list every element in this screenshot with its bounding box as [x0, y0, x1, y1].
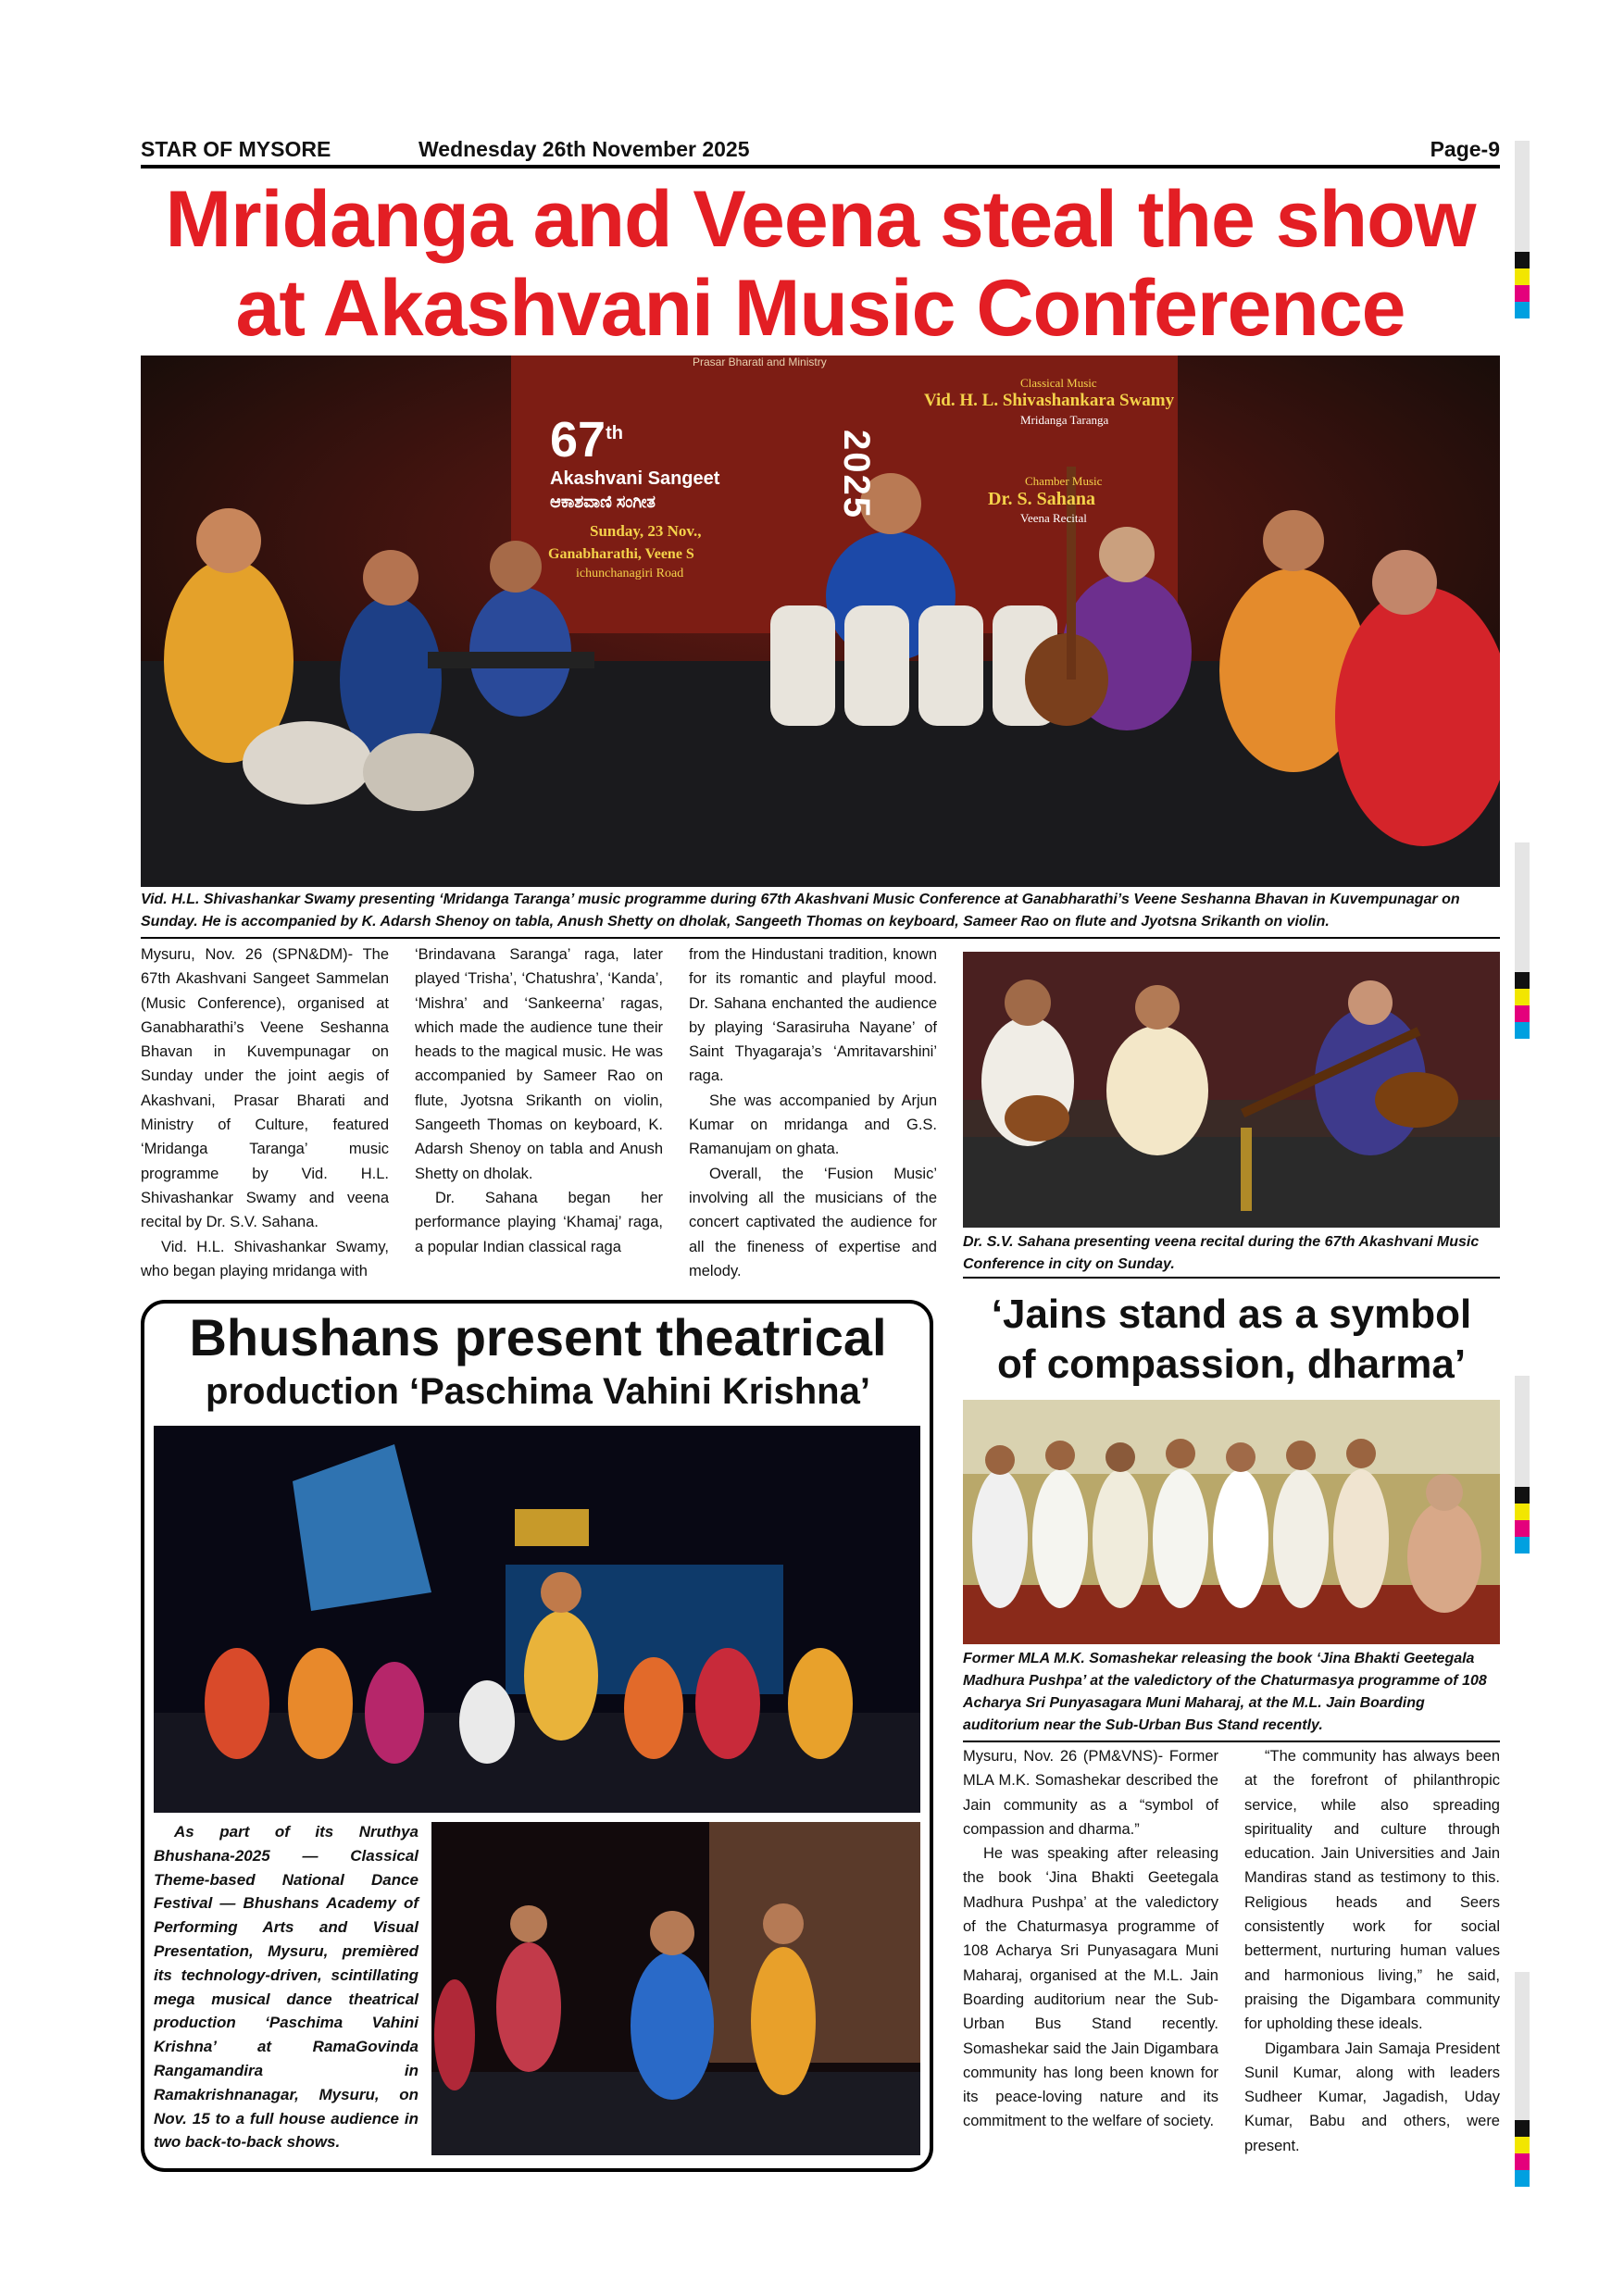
- banner-venue1: Ganabharathi, Veene S: [548, 546, 694, 562]
- veena-photo-caption: Dr. S.V. Sahana presenting veena recital during the 67th Akashvani Music Conference in city on Sunday.: [963, 1234, 1480, 1272]
- reg-yellow-4: [1515, 2137, 1530, 2153]
- banner-event: Akashvani Sangeet: [550, 468, 720, 489]
- book-release-photo: [963, 1400, 1500, 1644]
- lead-col1-p2: Vid. H.L. Shivashankar Swamy, who began playing mridanga with: [141, 1238, 389, 1279]
- header-rule: [141, 165, 1500, 168]
- jains-col1-p2: He was speaking after releasing the book ‘Jina Bhakti Geetegala Madhura Pushpa’ at the valedictory of the Chaturmasya programme of 108 Acharya Sri Punyasagara Muni Maharaj, organised at the M.L. Jain Boarding auditorium near the Sub-Urban Bus Stand recently. Somashekar said the Jain Digambara community has long been known for its peace-loving nature and its commitment to the welfare of society.: [963, 1845, 1218, 2130]
- reg-black: [1515, 252, 1530, 268]
- margin-strip-3: [1515, 1376, 1530, 1487]
- lead-col3-p1: from the Hindustani tradition, known for its romantic and playful mood. Dr. Sahana enchanted the audience by playing ‘Sarasiruha Nayane’ of Saint Thyagaraja’s ‘Amritavarshini’ raga.: [689, 946, 937, 1085]
- banner-venue2: ichunchanagiri Road: [576, 567, 684, 580]
- lead-column-2: [415, 942, 663, 1259]
- page-number: Page-9: [1430, 137, 1500, 161]
- bhushans-headline-line1: Bhushans present theatrical: [189, 1308, 887, 1366]
- reg-cyan: [1515, 302, 1530, 318]
- reg-magenta-4: [1515, 2153, 1530, 2170]
- issue-date: Wednesday 26th November 2025: [418, 137, 750, 161]
- margin-strip-2: [1515, 842, 1530, 972]
- lead-column-3: [689, 942, 937, 1283]
- banner-right3: Mridanga Taranga: [1020, 413, 1109, 427]
- reg-cyan-2: [1515, 1022, 1530, 1039]
- reg-magenta-3: [1515, 1520, 1530, 1537]
- lead-headline-line2: at Akashvani Music Conference: [235, 264, 1405, 353]
- banner-right6: Veena Recital: [1020, 511, 1087, 525]
- reg-cyan-4: [1515, 2170, 1530, 2187]
- banner-right1: Classical Music: [1020, 376, 1097, 390]
- lead-col3-p3: Overall, the ‘Fusion Music’ involving all the musicians of the concert captivated the audience for all the fineness of expertise and melody.: [689, 1165, 937, 1279]
- reg-black-4: [1515, 2120, 1530, 2137]
- margin-strip: [1515, 141, 1530, 252]
- lead-col3-p2: She was accompanied by Arjun Kumar on mridanga and G.S. Ramanujam on ghata.: [689, 1092, 937, 1158]
- krishna-stage-photo: [431, 1822, 920, 2155]
- lead-headline-line1: Mridanga and Veena steal the show: [165, 175, 1476, 264]
- reg-magenta-2: [1515, 1005, 1530, 1022]
- banner-top-text: Prasar Bharati and Ministry: [693, 356, 827, 368]
- lead-col1-p1: Mysuru, Nov. 26 (SPN&DM)- The 67th Akashvani Sangeet Sammelan (Music Conference), organised at Ganabharathi’s Veene Seshanna Bhavan in Kuvempunagar on Sunday under the joint aegis of Akashvani, Prasar Bharati and Ministry of Culture, featured ‘Mridanga Taranga’ music programme by Vid. H.L. Shivashankar Swamy and veena recital by Dr. S.V. Sahana.: [141, 946, 389, 1231]
- reg-magenta: [1515, 285, 1530, 302]
- banner-date: Sunday, 23 Nov.,: [590, 522, 702, 540]
- bhushans-body: As part of its Nruthya Bhushana-2025 — Classical Theme-based National Dance Festival — Bhushans Academy of Performing Arts and Visual Presentation, Mysuru, premièred its technology-driven, scintillating mega musical dance theatrical production ‘Paschima Vahini Krishna’ at RamaGovinda Rangamandira in Ramakrishnanagar, Mysuru, on Nov. 15 to a full house audience in two back-to-back shows.: [154, 1823, 418, 2152]
- reg-black-2: [1515, 972, 1530, 989]
- banner-edition-suffix: th: [606, 423, 623, 443]
- jains-col2-p1: “The community has always been at the forefront of philanthropic service, while also spreading spirituality and culture through education. Jain Universities and Jain Mandiras stand as testimony to this. Religious heads and Seers consistently work for social betterment, nurturing human values and harmonious living,” he said, praising the Digambara community for upholding these ideals.: [1244, 1748, 1500, 2033]
- banner-edition: 67: [550, 412, 606, 468]
- banner-right5: Dr. S. Sahana: [988, 489, 1095, 509]
- jains-col2-p2: Digambara Jain Samaja President Sunil Kumar, along with leaders Sudheer Kumar, Jagadish, Uday Kumar, Babu and others, were present.: [1244, 2040, 1500, 2154]
- lead-col2-p2: Dr. Sahana began her performance playing ‘Khamaj’ raga, a popular Indian classical raga: [415, 1189, 663, 1255]
- caption-rule: [141, 937, 1500, 939]
- banner-right2: Vid. H. L. Shivashankara Swamy: [924, 391, 1175, 410]
- banner-event-kannada: ಆಕಾಶವಾಣಿ ಸಂಗೀತ: [550, 493, 656, 511]
- banner-right4: Chamber Music: [1025, 474, 1103, 488]
- banner-year: 2025: [836, 430, 877, 519]
- jains-headline-line2: of compassion, dharma’: [996, 1341, 1467, 1387]
- book-release-caption: Former MLA M.K. Somashekar releasing the book ‘Jina Bhakti Geetegala Madhura Pushpa’ at the valedictory of the Chaturmasya programme of 108 Acharya Sri Punyasagara Muni Maharaj, at the M.L. Jain Boarding auditorium near the Sub-Urban Bus Stand recently.: [963, 1651, 1487, 1733]
- reg-yellow-2: [1515, 989, 1530, 1005]
- lead-column-1: [141, 942, 389, 1283]
- jains-headline-line1: ‘Jains stand as a symbol: [991, 1292, 1472, 1337]
- lead-col2-p1: ‘Brindavana Saranga’ raga, later played ‘Trisha’, ‘Chatushra’, ‘Kanda’, ‘Mishra’ and ‘Sankeerna’ ragas, which made the audience tune their heads to the magical music. He was accompanied by Sameer Rao on flute, Jyotsna Srikanth on violin, Sangeeth Thomas on keyboard, K. Adarsh Shenoy on tabla and Anush Shetty on dholak.: [415, 946, 663, 1182]
- reg-yellow: [1515, 268, 1530, 285]
- lead-photo-concert: [141, 356, 1500, 887]
- bhushans-headline-line2: production ‘Paschima Vahini Krishna’: [206, 1371, 870, 1412]
- reg-black-3: [1515, 1487, 1530, 1504]
- jains-col1-p1: Mysuru, Nov. 26 (PM&VNS)- Former MLA M.K. Somashekar described the Jain community as a “symbol of compassion and dharma.”: [963, 1748, 1218, 1838]
- lead-photo-caption: Vid. H.L. Shivashankar Swamy presenting ‘Mridanga Taranga’ music programme during 67th Akashvani Music Conference at Ganabharathi’s Veene Seshanna Bhavan in Kuvempunagar on Sunday. He is accompanied by K. Adarsh Shenoy on tabla, Anush Shetty on dholak, Sangeeth Thomas on keyboard, Sameer Rao on flute and Jyotsna Srikanth on violin.: [141, 892, 1460, 930]
- jains-column-2: [1244, 1744, 1500, 2158]
- margin-strip-4: [1515, 1972, 1530, 2120]
- veena-recital-photo: [963, 952, 1500, 1228]
- paper-name: STAR OF MYSORE: [141, 137, 331, 161]
- jains-column-1: [963, 1744, 1218, 2134]
- jains-caption-rule: [963, 1741, 1500, 1742]
- dance-production-photo: [154, 1426, 920, 1813]
- veena-caption-rule: [963, 1277, 1500, 1279]
- reg-yellow-3: [1515, 1504, 1530, 1520]
- reg-cyan-3: [1515, 1537, 1530, 1554]
